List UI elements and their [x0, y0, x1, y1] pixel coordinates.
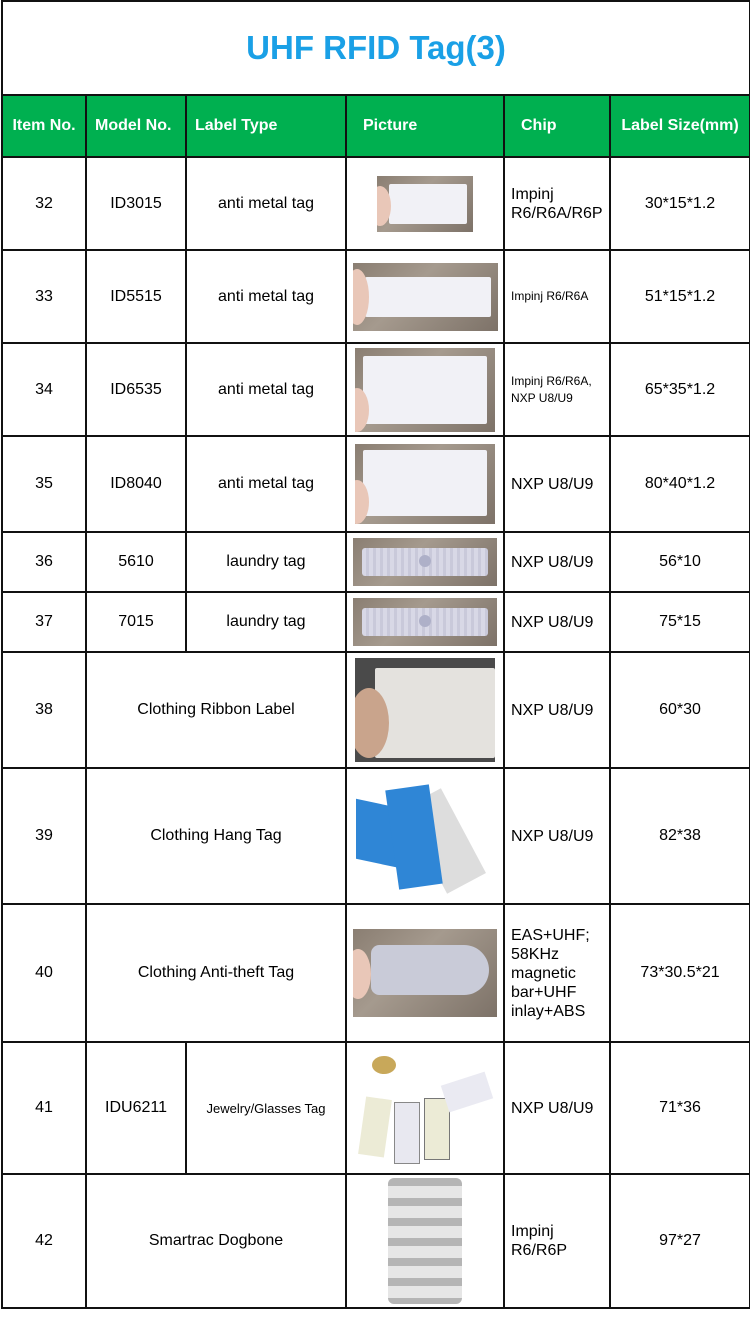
chip: Impinj R6/R6A	[504, 250, 610, 343]
chip: NXP U8/U9	[504, 592, 610, 652]
label-type: Clothing Ribbon Label	[86, 652, 346, 768]
model-no: ID5515	[86, 250, 186, 343]
rfid-tag-table	[1, 0, 750, 1309]
label-size: 30*15*1.2	[610, 157, 750, 250]
anti-metal-tag-photo	[353, 263, 498, 331]
label-type: anti metal tag	[186, 343, 346, 436]
header-picture: Picture	[346, 95, 504, 157]
page-title: UHF RFID Tag(3)	[2, 1, 750, 95]
chip: NXP U8/U9	[504, 1042, 610, 1174]
chip: EAS+UHF; 58KHz magnetic bar+UHF inlay+ABS	[504, 904, 610, 1042]
label-size: 65*35*1.2	[610, 343, 750, 436]
header-item-no: Item No.	[2, 95, 86, 157]
item-no: 40	[2, 904, 86, 1042]
label-type: anti metal tag	[186, 250, 346, 343]
label-size: 71*36	[610, 1042, 750, 1174]
chip: NXP U8/U9	[504, 532, 610, 592]
label-size: 80*40*1.2	[610, 436, 750, 532]
chip: Impinj R6/R6A, NXP U8/U9	[504, 343, 610, 436]
table-row	[2, 343, 750, 436]
table-row	[2, 768, 750, 904]
label-size: 97*27	[610, 1174, 750, 1308]
item-no: 42	[2, 1174, 86, 1308]
model-no: 5610	[86, 532, 186, 592]
item-no: 39	[2, 768, 86, 904]
header-label-type: Label Type	[186, 95, 346, 157]
label-size: 75*15	[610, 592, 750, 652]
anti-theft-tag-photo	[353, 929, 497, 1017]
model-no: ID8040	[86, 436, 186, 532]
anti-metal-tag-photo	[355, 444, 495, 524]
table-row	[2, 532, 750, 592]
anti-metal-tag-photo	[377, 176, 473, 232]
model-no: IDU6211	[86, 1042, 186, 1174]
hang-tag-photo	[352, 773, 498, 899]
label-size: 73*30.5*21	[610, 904, 750, 1042]
label-type: Clothing Hang Tag	[86, 768, 346, 904]
anti-metal-tag-photo	[355, 348, 495, 432]
jewelry-tag-photo	[352, 1048, 498, 1168]
dogbone-roll-photo	[388, 1178, 462, 1304]
table-row	[2, 652, 750, 768]
label-type: laundry tag	[186, 592, 346, 652]
table-row	[2, 592, 750, 652]
model-no: 7015	[86, 592, 186, 652]
table-row	[2, 157, 750, 250]
chip: Impinj R6/R6A/R6P	[504, 157, 610, 250]
table-row	[2, 1042, 750, 1174]
item-no: 33	[2, 250, 86, 343]
header-chip: Chip	[504, 95, 610, 157]
label-type: anti metal tag	[186, 436, 346, 532]
chip: NXP U8/U9	[504, 652, 610, 768]
item-no: 41	[2, 1042, 86, 1174]
item-no: 38	[2, 652, 86, 768]
table-row	[2, 250, 750, 343]
chip: Impinj R6/R6P	[504, 1174, 610, 1308]
laundry-tag-photo	[353, 538, 497, 586]
table-header	[2, 95, 750, 157]
label-type: Smartrac Dogbone	[86, 1174, 346, 1308]
laundry-tag-photo	[353, 598, 497, 646]
table-row	[2, 904, 750, 1042]
item-no: 32	[2, 157, 86, 250]
label-size: 51*15*1.2	[610, 250, 750, 343]
item-no: 36	[2, 532, 86, 592]
picture-cell	[346, 157, 504, 250]
chip: NXP U8/U9	[504, 436, 610, 532]
item-no: 37	[2, 592, 86, 652]
model-no: ID3015	[86, 157, 186, 250]
header-label-size: Label Size(mm)	[610, 95, 750, 157]
header-model-no: Model No.	[86, 95, 186, 157]
ribbon-label-photo	[355, 658, 495, 762]
item-no: 34	[2, 343, 86, 436]
label-size: 56*10	[610, 532, 750, 592]
chip: NXP U8/U9	[504, 768, 610, 904]
label-type: anti metal tag	[186, 157, 346, 250]
label-size: 82*38	[610, 768, 750, 904]
label-type: laundry tag	[186, 532, 346, 592]
table-row	[2, 1174, 750, 1308]
label-size: 60*30	[610, 652, 750, 768]
model-no: ID6535	[86, 343, 186, 436]
label-type: Clothing Anti-theft Tag	[86, 904, 346, 1042]
table-row	[2, 436, 750, 532]
item-no: 35	[2, 436, 86, 532]
label-type: Jewelry/Glasses Tag	[186, 1042, 346, 1174]
